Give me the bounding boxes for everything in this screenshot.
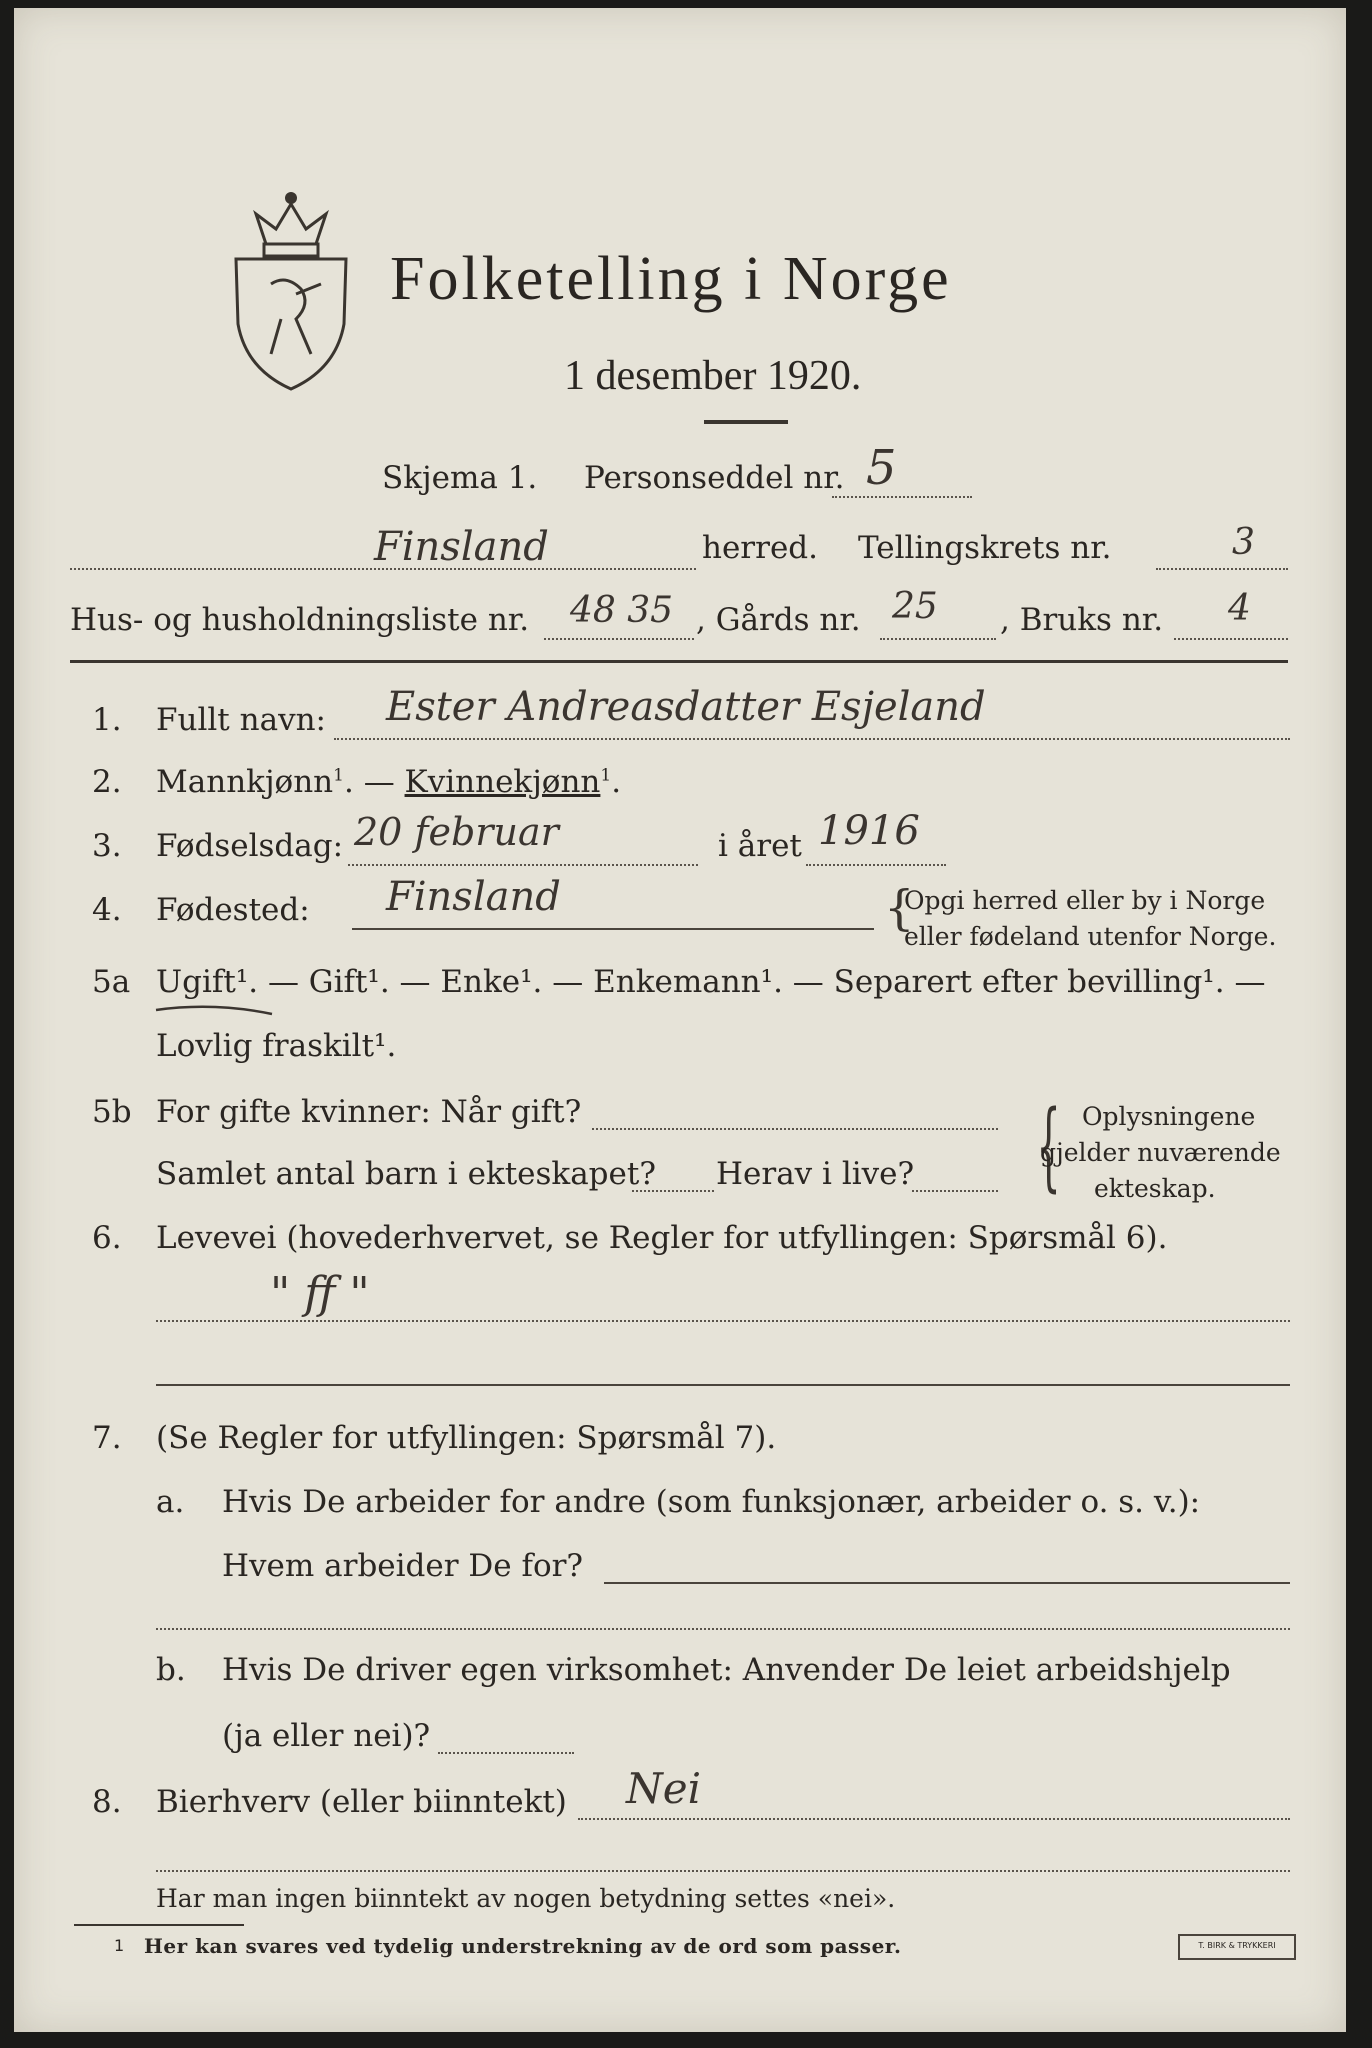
nei-note: Har man ingen biinntekt av nogen betydning settes «nei».: [156, 1884, 896, 1913]
q5b-brace: {: [1036, 1090, 1061, 1202]
occupation-field[interactable]: " ff ": [270, 1268, 370, 1319]
hus-line: [544, 638, 694, 640]
q4-line: [352, 928, 874, 930]
children-count-line[interactable]: [632, 1190, 714, 1192]
q5a-civil-status-options[interactable]: Ugift¹. — Gift¹. — Enke¹. — Enkemann¹. — Separert efter bevilling¹. —: [156, 964, 1266, 1000]
printer-stamp: T. BIRK & TRYKKERI: [1178, 1934, 1296, 1960]
q5a-number: 5a: [92, 964, 131, 1000]
personseddel-line: [832, 496, 972, 498]
ugift-underline-mark: [154, 1002, 274, 1018]
q4-label: Fødested:: [156, 892, 310, 928]
skjema-label: Skjema 1.: [382, 460, 538, 496]
birthdate-field[interactable]: 20 februar: [354, 810, 559, 854]
hus-field[interactable]: 48 35: [570, 590, 674, 631]
q8-label: Bierhverv (eller biinntekt): [156, 1784, 567, 1820]
personseddel-label: Personseddel nr.: [584, 460, 845, 496]
q7a-line2: Hvem arbeider De for?: [222, 1548, 584, 1584]
tellingskrets-field[interactable]: 3: [1232, 522, 1255, 563]
q6-number: 6.: [92, 1220, 122, 1256]
q2-sex-options: Mannkjønn$^1$. — Kvinnekjønn$^1$.: [156, 764, 622, 800]
q5b-label1: For gifte kvinner: Når gift?: [156, 1094, 582, 1130]
q6-line2: [156, 1384, 1290, 1386]
q8-number: 8.: [92, 1784, 122, 1820]
gards-field[interactable]: 25: [892, 586, 938, 627]
option-kvinnekjonn[interactable]: Kvinnekjønn: [404, 764, 601, 800]
q7-number: 7.: [92, 1420, 122, 1456]
q1-label: Fullt navn:: [156, 702, 326, 738]
q8-extra-line: [156, 1870, 1290, 1872]
bruks-field[interactable]: 4: [1228, 588, 1251, 629]
q5b-note1: Oplysningene: [1082, 1102, 1256, 1131]
full-name-field[interactable]: Ester Andreasdatter Esjeland: [386, 684, 986, 730]
q2-number: 2.: [92, 764, 122, 800]
q7b-line2: (ja eller nei)?: [222, 1718, 431, 1754]
q4-brace: {: [884, 880, 915, 936]
hired-help-field[interactable]: [438, 1752, 574, 1754]
coat-of-arms-icon: [226, 184, 356, 394]
q7b-letter: b.: [156, 1652, 186, 1688]
option-mannkjonn[interactable]: Mannkjønn: [156, 764, 334, 800]
header-separator: [70, 660, 1288, 663]
tellingskrets-line: [1156, 568, 1288, 570]
q6-line1: [156, 1320, 1290, 1322]
children-alive-line[interactable]: [912, 1190, 998, 1192]
hus-label: Hus- og husholdningsliste nr.: [70, 602, 530, 638]
bruks-label: , Bruks nr.: [1000, 602, 1164, 638]
footnote-rule: [74, 1924, 244, 1926]
bruks-line: [1174, 638, 1288, 640]
q4-note-line1: Opgi herred eller by i Norge: [904, 886, 1266, 915]
q3-label: Fødselsdag:: [156, 828, 344, 864]
q3-number: 3.: [92, 828, 122, 864]
q1-line: [334, 738, 1290, 740]
q8-line: [578, 1818, 1290, 1820]
q3-line: [348, 864, 698, 866]
birth-year-field[interactable]: 1916: [818, 808, 920, 854]
q1-number: 1.: [92, 702, 122, 738]
q5b-number: 5b: [92, 1094, 132, 1130]
q5b-note2: gjelder nuværende: [1040, 1138, 1281, 1167]
form-subtitle: 1 desember 1920.: [564, 353, 862, 399]
year-line: [806, 864, 946, 866]
footnote-marker: 1: [114, 1936, 125, 1955]
q7b-line1: Hvis De driver egen virksomhet: Anvender De leiet arbeidshjelp: [222, 1652, 1231, 1688]
q7a-letter: a.: [156, 1484, 185, 1520]
q6-label: Levevei (hovederhvervet, se Regler for utfyllingen: Spørsmål 6).: [156, 1220, 1168, 1256]
side-income-field[interactable]: Nei: [626, 1764, 702, 1813]
year-label: i året: [718, 828, 802, 864]
q7-label: (Se Regler for utfyllingen: Spørsmål 7).: [156, 1420, 777, 1456]
title-divider: [704, 420, 788, 424]
q4-note-line2: eller fødeland utenfor Norge.: [904, 922, 1277, 951]
personseddel-field[interactable]: 5: [866, 440, 897, 496]
birthplace-field[interactable]: Finsland: [386, 874, 561, 920]
married-when-line[interactable]: [592, 1128, 998, 1130]
herred-label: herred.: [702, 530, 818, 566]
q5b-label3: Herav i live?: [716, 1156, 915, 1192]
form-title: Folketelling i Norge: [390, 245, 952, 313]
tellingskrets-label: Tellingskrets nr.: [858, 530, 1112, 566]
q4-number: 4.: [92, 892, 122, 928]
employer-field[interactable]: [604, 1582, 1290, 1584]
footnote-text: Her kan svares ved tydelig understrekning av de ord som passer.: [144, 1934, 902, 1958]
gards-line: [880, 638, 996, 640]
gards-label: , Gårds nr.: [696, 602, 861, 638]
q5b-note3: ekteskap.: [1094, 1174, 1216, 1203]
q5a-line2: Lovlig fraskilt¹.: [156, 1028, 397, 1064]
q7a-extra-line: [156, 1628, 1290, 1630]
census-form-page: [14, 8, 1346, 2032]
q5b-label2: Samlet antal barn i ekteskapet?: [156, 1156, 656, 1192]
q7a-line1: Hvis De arbeider for andre (som funksjonær, arbeider o. s. v.):: [222, 1484, 1201, 1520]
herred-field[interactable]: Finsland: [374, 524, 549, 570]
